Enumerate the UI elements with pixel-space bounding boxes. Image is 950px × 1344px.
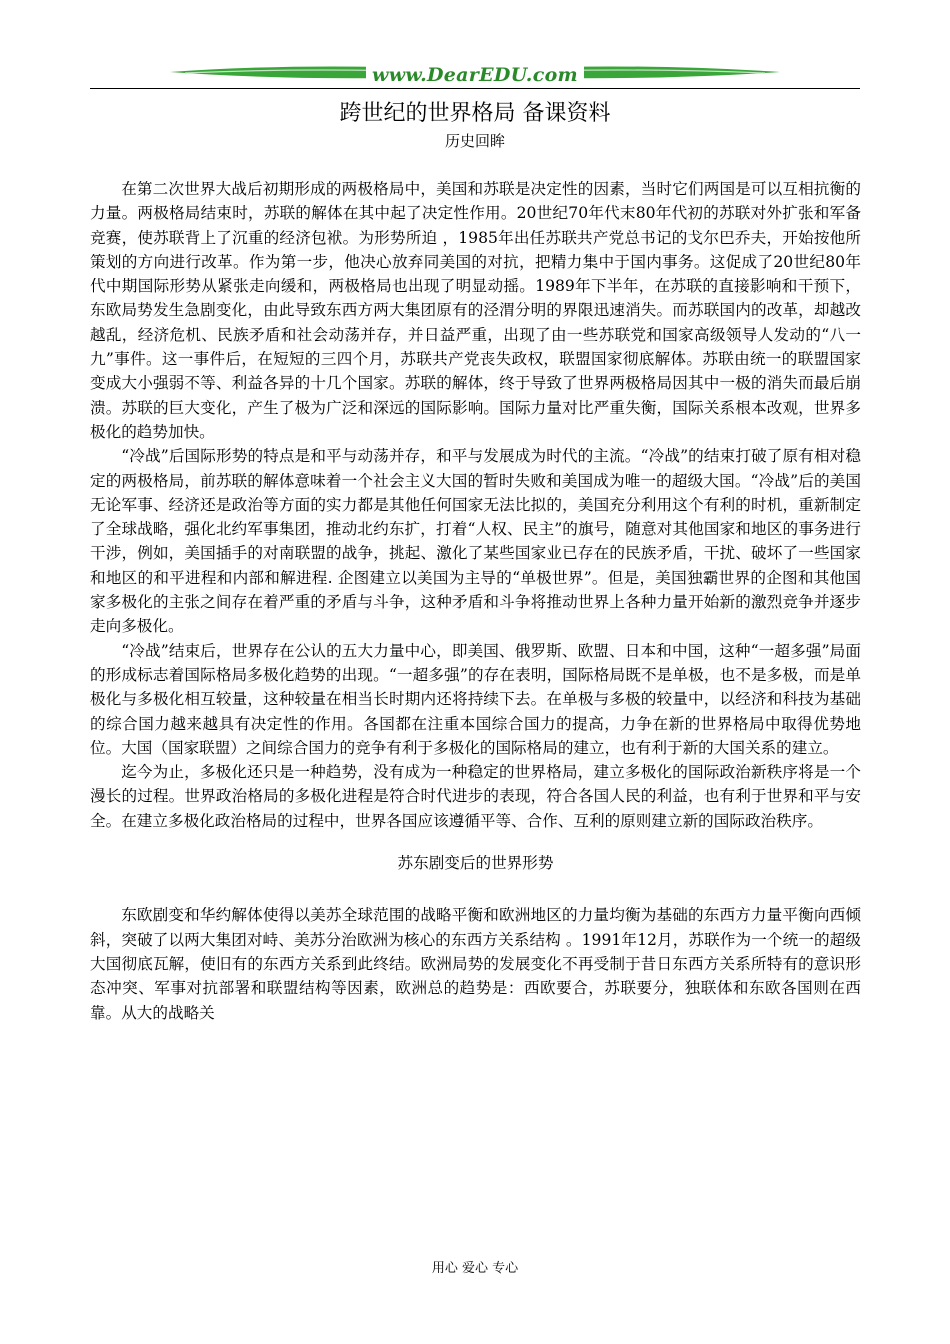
paragraph: “冷战”后国际形势的特点是和平与动荡并存，和平与发展成为时代的主流。“冷战”的结束打破了原有相对稳定的两极格局，前苏联的解体意味着一个社会主义大国的暂时失败和美国成为唯一的超级大国。“冷战”后的美国无论军事、经济还是政治等方面的实力都是其他任何国家无法比拟的，美国充分利用这个有利的时机，重新制定了全球战略，强化北约军事集团，推动北约东扩，打着“人权、民主”的旗号，随意对其他国家和地区的事务进行干涉，例如，美国插手的对南联盟的战争，挑起、激化了某些国家业已存在的民族矛盾，干扰、破坏了一些国家和地区的和平进程和内部和解进程. 企图建立以美国为主导的“单极世界”。但是，美国独霸世界的企图和其他国家多极化的主张之间存在着严重的矛盾与斗争，这种矛盾和斗争将推动世界上各种力量开始新的激烈竞争并逐步走向多极化。	[90, 447, 861, 636]
header-divider	[90, 88, 860, 89]
section-heading: 苏东剧变后的世界形势	[397, 854, 554, 873]
paragraph: 在第二次世界大战后初期形成的两极格局中，美国和苏联是决定性的因素，当时它们两国是可以互相抗衡的力量。两极格局结束时，苏联的解体在其中起了决定性作用。20世纪70年代末80年代初的苏联对外扩张和军备竞赛，使苏联背上了沉重的经济包袱。为形势所迫 ，1985年出任苏联共产党总书记的戈尔巴乔夫，开始按他所策划的方向进行改革。作为第一步，他决心放弃同美国的对抗，把精力集中于国内事务。这促成了20世纪80年代中期国际形势从紧张走向缓和，两极格局也出现了明显动摇。1989年下半年，在苏联的直接影响和干预下，东欧局势发生急剧变化，由此导致东西方两大集团原有的泾渭分明的界限迅速消失。而苏联国内的改革，却越改越乱，经济危机、民族矛盾和社会动荡并存，并日益严重，出现了由一些苏联党和国家高级领导人发动的“八一九”事件。这一事件后，在短短的三四个月，苏联共产党丧失政权，联盟国家彻底解体。苏联由统一的联盟国家变成大小强弱不等、利益各异的十几个国家。苏联的解体，终于导致了世界两极格局因其中一极的消失而最后崩溃。苏联的巨大变化，产生了极为广泛和深远的国际影响。国际力量对比严重失衡，国际关系根本改观，世界多极化的趋势加快。	[90, 180, 861, 441]
paragraph: “冷战”结束后，世界存在公认的五大力量中心，即美国、俄罗斯、欧盟、日本和中国，这种“一超多强”局面的形成标志着国际格局多极化趋势的出现。“一超多强”的存在表明，国际格局既不是单极，也不是多极，而是单极化与多极化相互较量，这种较量在相当长时期内还将持续下去。在单极与多极的较量中，以经济和科技为基础的综合国力越来越具有决定性的作用。各国都在注重本国综合国力的提高，力争在新的世界格局中取得优势地位。大国（国家联盟）之间综合国力的竞争有利于多极化的国际格局的建立，也有利于新的大国关系的建立。	[90, 641, 861, 757]
page-header	[90, 58, 860, 90]
site-logo-text	[90, 64, 860, 86]
document-subtitle: 历史回眸	[444, 132, 505, 150]
site-url: www.DearEDU.com	[366, 64, 584, 86]
page-footer: 用心 爱心 专心	[431, 1261, 519, 1276]
paragraph: 迄今为止，多极化还只是一种趋势，没有成为一种稳定的世界格局，建立多极化的国际政治新秩序将是一个漫长的过程。世界政治格局的多极化进程是符合时代进步的表现，符合各国人民的利益，也有利于世界和平与安全。在建立多极化政治格局的过程中，世界各国应该遵循平等、合作、互利的原则建立新的国际政治秩序。	[90, 763, 861, 830]
paragraph: 东欧剧变和华约解体使得以美苏全球范围的战略平衡和欧洲地区的力量均衡为基础的东西方力量平衡向西倾斜，突破了以两大集团对峙、美苏分治欧洲为核心的东西方关系结构 。1991年12月，苏联作为一个统一的超级大国彻底瓦解，使旧有的东西方关系到此终结。欧洲局势的发展变化不再受制于昔日东西方关系所特有的意识形态冲突、军事对抗部署和联盟结构等因素，欧洲总的趋势是：西欧要合，苏联要分，独联体和东欧各国则在西靠。从大的战略关	[90, 906, 861, 1022]
document-body	[90, 177, 861, 1025]
document-title: 跨世纪的世界格局 备课资料	[339, 101, 611, 126]
